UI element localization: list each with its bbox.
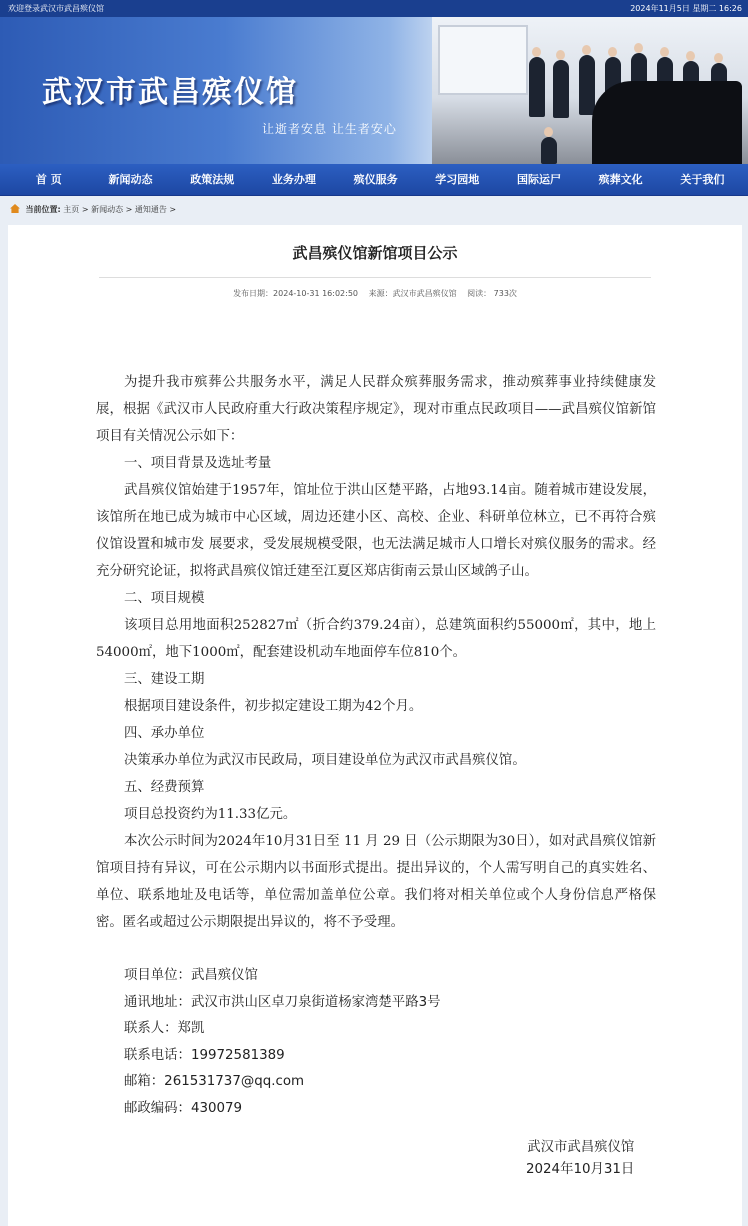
header-banner: [0, 17, 748, 164]
breadcrumb-label: 当前位置:: [25, 205, 61, 214]
nav-services[interactable]: 殡仪服务: [353, 173, 398, 186]
signature-date: 2024年10月31日: [526, 1162, 635, 1177]
nav-about[interactable]: 关于我们: [680, 173, 725, 186]
nav-business[interactable]: 业务办理: [271, 173, 316, 186]
contact-address: 通讯地址：武汉市洪山区卓刀泉街道杨家湾楚平路3号: [124, 994, 441, 1010]
current-datetime: 2024年11月5日 星期二 16:26: [630, 4, 742, 13]
site-slogan: 让逝者安息 让生者安心: [262, 122, 397, 136]
home-icon: [10, 197, 20, 206]
section-heading: 五、经费预算: [124, 780, 205, 795]
nav-news[interactable]: 新闻动态: [108, 173, 153, 186]
article-title: 武昌殡仪馆新馆项目公示: [292, 244, 458, 262]
section-heading: 三、建设工期: [124, 672, 205, 687]
contact-block: [124, 963, 441, 1123]
nav-home[interactable]: 首 页: [35, 173, 62, 186]
nav-learning[interactable]: 学习园地: [435, 173, 480, 186]
contact-unit: 项目单位：武昌殡仪馆: [124, 968, 258, 983]
paragraph: 为提升我市殡葬公共服务水平，满足人民群众殡葬服务需求，推动殡葬事业持续健康发展，根据《武汉市人民政府重大行政决策程序规定》，现对市重点民政项目——武昌殡仪馆新馆项目有关情况公示如下：: [96, 375, 656, 444]
paragraph: 决策承办单位为武汉市民政局，项目建设单位为武汉市武昌殡仪馆。: [124, 753, 526, 768]
site-title: 武汉市武昌殡仪馆: [42, 75, 298, 110]
window-shape: [438, 25, 528, 95]
breadcrumb: [0, 196, 748, 224]
title-divider: [99, 277, 651, 278]
article-meta: [8, 288, 742, 299]
breadcrumb-path[interactable]: 主页 > 新闻动态 > 通知通告 >: [63, 205, 177, 214]
nav-policy[interactable]: 政策法规: [190, 173, 235, 186]
nav-international[interactable]: 国际运尸: [516, 173, 561, 186]
article-body: [96, 369, 656, 936]
paragraph: 本次公示时间为2024年10月31日至 11 月 29 日（公示期限为30日），如对武昌殡仪馆新馆项目持有异议，可在公示期内以书面形式提出。提出异议的，个人需写明自己的真实姓名、单位、联系地址及电话等，单位需加盖单位公章。我们将对相关单位或个人身份信息严格保密。匿名或超过公示期限提出异议的，将不予受理。: [96, 834, 656, 930]
signature-org: 武汉市武昌殡仪馆: [527, 1140, 635, 1155]
section-heading: 四、承办单位: [124, 726, 205, 741]
nav-culture[interactable]: 殡葬文化: [598, 173, 643, 186]
contact-phone: 联系电话：19972581389: [124, 1047, 285, 1063]
piano-shape: [592, 81, 742, 164]
signature-block: [526, 1137, 634, 1181]
paragraph: 该项目总用地面积252827㎡（折合约379.24亩），总建筑面积约55000㎡，其中，地上54000㎡，地下1000㎡，配套建设机动车地面停车位810个。: [96, 618, 656, 660]
view-count: 阅读： 733次: [467, 289, 517, 298]
paragraph: 武昌殡仪馆始建于1957年，馆址位于洪山区楚平路，占地93.14亩。随着城市建设发展，该馆所在地已成为城市中心区域，周边还建小区、高校、企业、科研单位林立，已不再符合殡仪馆设置和城市发 展要求，受发展规模受限，也无法满足城市人口增长对殡仪服务的需求。经充分研究论证，拟将武昌殡仪馆迁建至江夏区郑店街南云景山区域鸽子山。: [96, 483, 656, 579]
contact-postcode: 邮政编码：430079: [124, 1100, 243, 1116]
paragraph: 根据项目建设条件，初步拟定建设工期为42个月。: [124, 699, 423, 714]
section-heading: 一、项目背景及选址考量: [124, 456, 272, 471]
article-panel: [8, 225, 742, 1226]
main-nav: [0, 164, 748, 196]
paragraph: 项目总投资约为11.33亿元。: [124, 807, 297, 822]
welcome-text: 欢迎登录武汉市武昌殡仪馆: [8, 4, 104, 13]
banner-photo: [432, 17, 748, 164]
contact-email: 邮箱：261531737@qq.com: [124, 1074, 305, 1090]
top-bar: [0, 0, 748, 17]
contact-person: 联系人：郑凯: [124, 1021, 205, 1037]
publish-date: 发布日期：2024-10-31 16:02:50: [233, 289, 359, 298]
article-source: 来源：武汉市武昌殡仪馆: [368, 289, 457, 298]
section-heading: 二、项目规模: [124, 591, 205, 606]
